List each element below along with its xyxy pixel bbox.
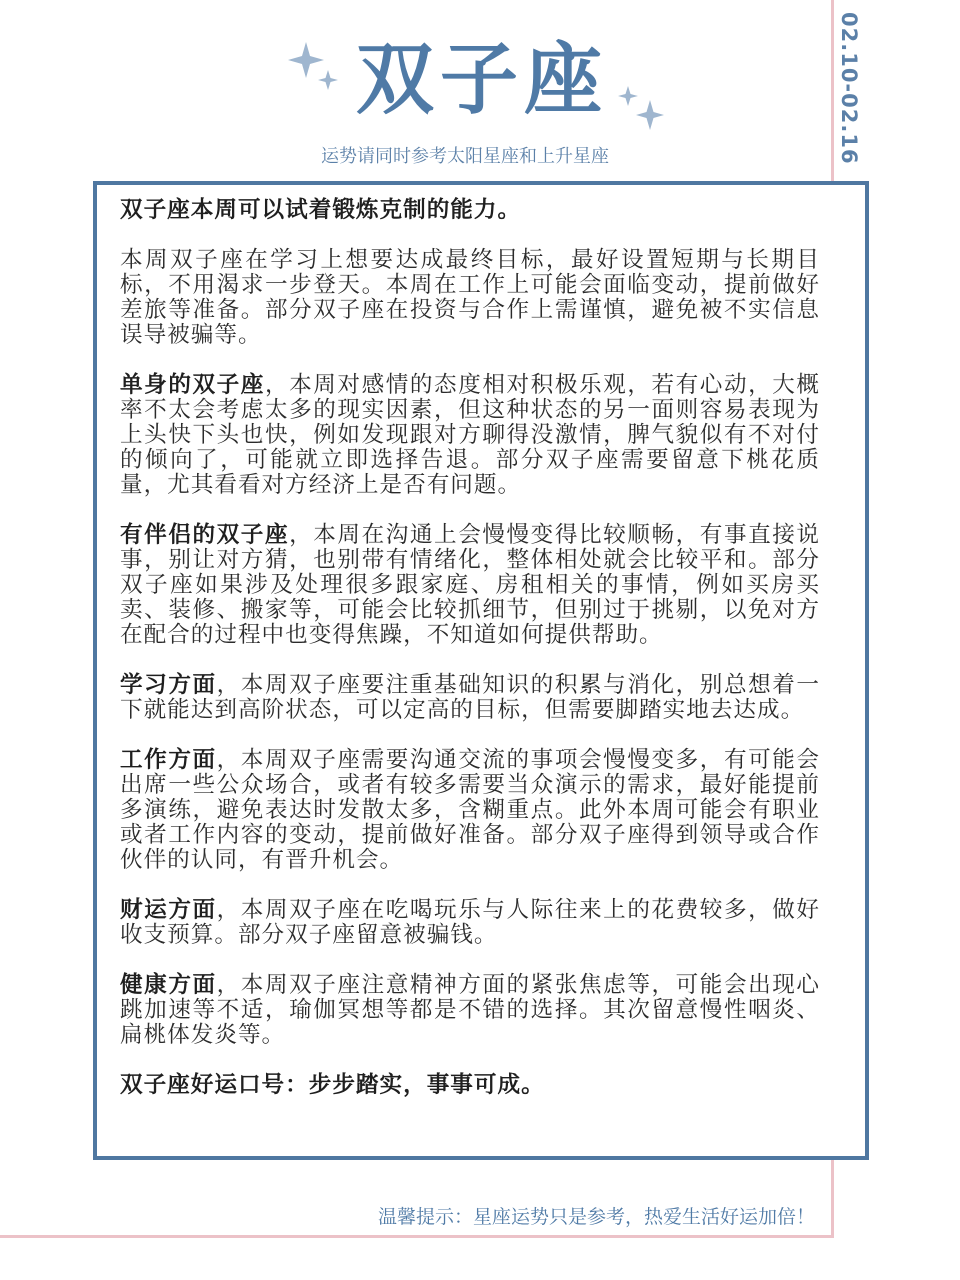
section-text: ，本周双子座注意精神方面的紧张焦虑等，可能会出现心跳加速等不适，瑜伽冥想等都是不错的选择。其次留意慢性咽炎、扁桃体发炎等。 xyxy=(120,972,821,1048)
slogan-paragraph xyxy=(120,1073,820,1098)
horoscope-content xyxy=(120,198,820,1123)
sparkle-small-icon xyxy=(618,86,638,106)
section-text: ，本周双子座要注重基础知识的积累与消化，别总想着一下就能达到高阶状态，可以定高的目标，但需要脚踏实地去达成。 xyxy=(120,672,821,723)
section-text: ，本周双子座在吃喝玩乐与人际往来上的花费较多，做好收支预算。部分双子座留意被骗钱。 xyxy=(120,897,821,948)
sparkle-small-icon xyxy=(318,70,338,90)
section-text: ，本周双子座需要沟通交流的事项会慢慢变多，有可能会出席一些公众场合，或者有较多需要当众演示的需求，最好能提前多演练，避免表达时发散太多，含糊重点。此外本周可能会有职业或者工作内容的变动，提前做好准备。部分双子座得到领导或合作伙伴的认同，有晋升机会。 xyxy=(120,747,821,873)
subtitle: 运势请同时参考太阳星座和上升星座 xyxy=(321,146,609,167)
general-paragraph: 本周双子座在学习上想要达成最终目标，最好设置短期与长期目标，不用渴求一步登天。本周在工作上可能会面临变动，提前做好差旅等准备。部分双子座在投资与合作上需谨慎，避免被不实信息误导被骗等。 xyxy=(120,247,820,348)
sparkle-large-icon xyxy=(636,100,664,130)
section-wealth xyxy=(120,898,820,948)
section-heading: 单身的双子座 xyxy=(120,372,265,398)
section-heading: 有伴侣的双子座 xyxy=(120,522,290,548)
section-heading: 工作方面 xyxy=(120,747,217,773)
page-title: 双子座 xyxy=(355,35,608,125)
section-text: ，本周在沟通上会慢慢变得比较顺畅，有事直接说事，别让对方猜，也别带有情绪化，整体相处就会比较平和。部分双子座如果涉及处理很多跟家庭、房租相关的事情，例如买房买卖、装修、搬家等，可能会比较抓细节，但别过于挑剔，以免对方在配合的过程中也变得焦躁，不知道如何提供帮助。 xyxy=(120,522,821,648)
sparkle-large-icon xyxy=(288,42,324,78)
section-text: ，本周对感情的态度相对积极乐观，若有心动，大概率不太会考虑太多的现实因素，但这种状态的另一面则容易表现为上头快下头也快，例如发现跟对方聊得没激情，脾气貌似有不对付的倾向了，可能就立即选择告退。部分双子座需要留意下桃花质量，尤其看看对方经济上是否有问题。 xyxy=(120,372,821,498)
section-heading: 学习方面 xyxy=(120,672,217,698)
intro-paragraph xyxy=(120,198,820,223)
intro-text: 双子座本周可以试着锻炼克制的能力。 xyxy=(120,197,522,223)
footer-tip: 温馨提示：星座运势只是参考，热爱生活好运加倍！ xyxy=(377,1206,815,1228)
slogan-text: 双子座好运口号：步步踏实，事事可成。 xyxy=(120,1072,545,1098)
section-work xyxy=(120,748,820,873)
date-range: 02.10-02.16 xyxy=(837,12,861,165)
section-single xyxy=(120,373,820,498)
section-study xyxy=(120,673,820,723)
sparkle-stars-right-icon xyxy=(614,82,670,138)
section-heading: 财运方面 xyxy=(120,897,217,923)
section-partnered xyxy=(120,523,820,648)
sparkle-stars-left-icon xyxy=(284,38,346,100)
section-heading: 健康方面 xyxy=(120,972,217,998)
section-health xyxy=(120,973,820,1048)
pink-horizontal-line xyxy=(0,1235,834,1238)
